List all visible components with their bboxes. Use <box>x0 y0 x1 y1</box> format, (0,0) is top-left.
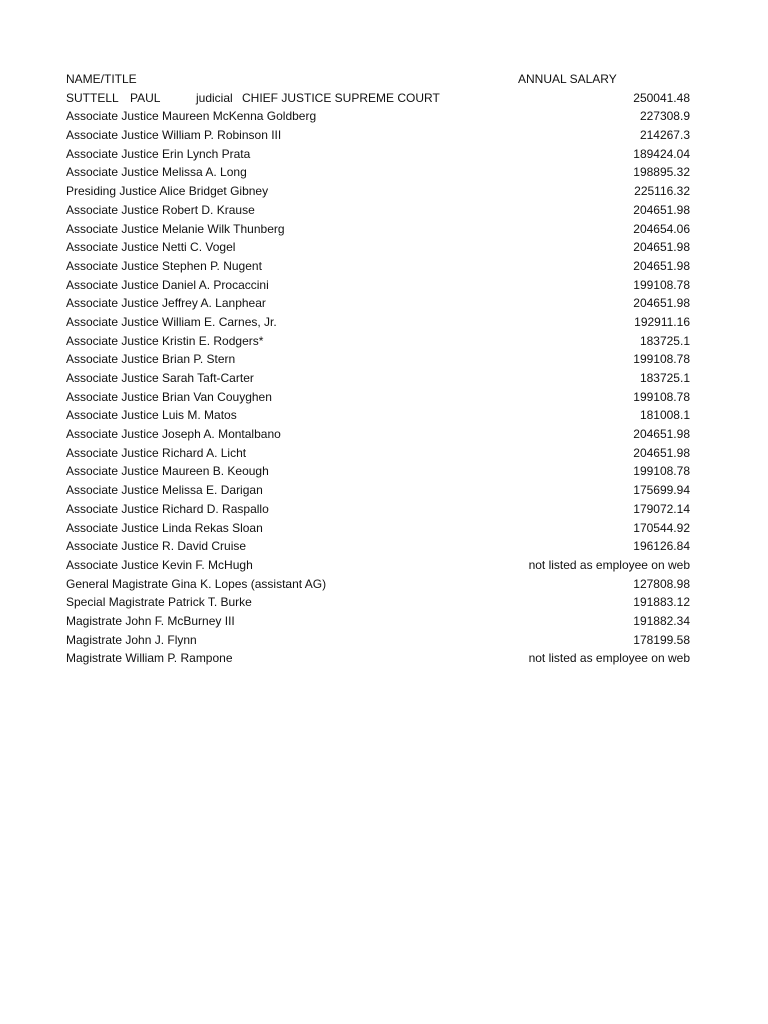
table-body <box>66 107 690 668</box>
table-row <box>66 350 690 369</box>
row-annual-salary: 183725.1 <box>639 333 690 348</box>
row-annual-salary: 199108.78 <box>633 352 690 367</box>
row-annual-salary: 198895.32 <box>633 165 690 180</box>
name-title-header: NAME/TITLE <box>66 72 137 86</box>
table-row <box>66 519 690 538</box>
row-annual-salary: 204651.98 <box>633 202 690 217</box>
row-name-title: Associate Justice William E. Carnes, Jr. <box>66 314 277 329</box>
table-row <box>66 425 690 444</box>
row-name-title: Associate Justice Brian P. Stern <box>66 352 236 367</box>
chief-justice-row <box>66 89 690 108</box>
row-name-title: Magistrate John J. Flynn <box>66 632 197 647</box>
table-row <box>66 313 690 332</box>
table-row <box>66 481 690 500</box>
table-row <box>66 294 690 313</box>
table-row <box>66 593 690 612</box>
row-name-title: Magistrate William P. Rampone <box>66 651 233 666</box>
chief-first-name: PAUL <box>130 90 161 105</box>
table-row <box>66 612 690 631</box>
table-row <box>66 332 690 351</box>
row-name-title: Associate Justice Brian Van Couyghen <box>66 389 272 404</box>
row-annual-salary: 127808.98 <box>633 576 690 591</box>
annual-salary-header: ANNUAL SALARY <box>518 72 617 86</box>
row-annual-salary: not listed as employee on web <box>528 651 690 666</box>
table-row <box>66 276 690 295</box>
row-name-title: Associate Justice Linda Rekas Sloan <box>66 520 263 535</box>
row-annual-salary: 204651.98 <box>633 445 690 460</box>
row-name-title: Associate Justice Melissa E. Darigan <box>66 483 263 498</box>
table-row <box>66 220 690 239</box>
row-annual-salary: 204651.98 <box>633 296 690 311</box>
row-annual-salary: 204651.98 <box>633 240 690 255</box>
row-annual-salary: 199108.78 <box>633 464 690 479</box>
salary-table <box>66 70 690 668</box>
table-row <box>66 257 690 276</box>
chief-last-name: SUTTELL <box>66 90 119 105</box>
table-row <box>66 556 690 575</box>
table-row <box>66 388 690 407</box>
table-row <box>66 182 690 201</box>
row-annual-salary: 189424.04 <box>633 146 690 161</box>
row-name-title: Associate Justice Melanie Wilk Thunberg <box>66 221 285 236</box>
row-name-title: Associate Justice Daniel A. Procaccini <box>66 277 269 292</box>
row-annual-salary: 214267.3 <box>639 128 690 143</box>
row-name-title: Magistrate John F. McBurney III <box>66 613 235 628</box>
table-row <box>66 145 690 164</box>
table-row <box>66 500 690 519</box>
row-name-title: Associate Justice Netti C. Vogel <box>66 240 236 255</box>
row-annual-salary: 181008.1 <box>639 408 690 423</box>
row-annual-salary: 196126.84 <box>633 539 690 554</box>
row-annual-salary: 191882.34 <box>633 613 690 628</box>
header-row <box>66 70 690 89</box>
chief-department: judicial <box>196 90 233 105</box>
chief-salary: 250041.48 <box>633 90 690 105</box>
row-annual-salary: 183725.1 <box>639 371 690 385</box>
row-annual-salary: 192911.16 <box>634 314 690 329</box>
table-row <box>66 163 690 182</box>
row-name-title: Associate Justice Robert D. Krause <box>66 202 255 217</box>
row-name-title: Associate Justice William P. Robinson III <box>66 128 282 143</box>
row-annual-salary: 175699.94 <box>633 483 690 498</box>
row-name-title: Associate Justice Sarah Taft-Carter <box>66 371 254 385</box>
table-row <box>66 126 690 145</box>
table-row <box>66 631 690 650</box>
row-name-title: Associate Justice Stephen P. Nugent <box>66 258 262 273</box>
row-annual-salary: 170544.92 <box>633 520 690 535</box>
table-row <box>66 107 690 126</box>
table-row <box>66 575 690 594</box>
row-name-title: General Magistrate Gina K. Lopes (assistant AG) <box>66 576 327 591</box>
row-name-title: Associate Justice Richard A. Licht <box>66 445 247 460</box>
row-name-title: Associate Justice R. David Cruise <box>66 539 247 554</box>
row-name-title: Presiding Justice Alice Bridget Gibney <box>66 184 269 199</box>
row-name-title: Associate Justice Maureen B. Keough <box>66 464 269 479</box>
row-annual-salary: 227308.9 <box>639 109 690 124</box>
row-name-title: Associate Justice Maureen McKenna Goldberg <box>66 109 317 124</box>
row-annual-salary: 199108.78 <box>633 277 690 292</box>
row-name-title: Associate Justice Melissa A. Long <box>66 165 247 180</box>
row-name-title: Associate Justice Kevin F. McHugh <box>66 557 253 572</box>
row-annual-salary: 178199.58 <box>633 632 690 647</box>
row-name-title: Associate Justice Erin Lynch Prata <box>66 146 251 161</box>
row-name-title: Special Magistrate Patrick T. Burke <box>66 595 252 610</box>
row-name-title: Associate Justice Kristin E. Rodgers* <box>66 333 264 348</box>
row-name-title: Associate Justice Luis M. Matos <box>66 408 237 423</box>
table-row <box>66 444 690 463</box>
row-name-title: Associate Justice Jeffrey A. Lanphear <box>66 296 266 311</box>
row-annual-salary: 225116.32 <box>634 184 690 199</box>
table-row <box>66 369 690 388</box>
row-name-title: Associate Justice Joseph A. Montalbano <box>66 427 281 442</box>
row-annual-salary: 199108.78 <box>633 389 690 404</box>
table-row <box>66 406 690 425</box>
table-row <box>66 537 690 556</box>
chief-title: CHIEF JUSTICE SUPREME COURT <box>242 90 440 105</box>
table-row <box>66 649 690 668</box>
row-name-title: Associate Justice Richard D. Raspallo <box>66 501 269 516</box>
row-annual-salary: 204654.06 <box>633 221 690 236</box>
table-row <box>66 238 690 257</box>
table-row <box>66 201 690 220</box>
row-annual-salary: not listed as employee on web <box>528 557 690 572</box>
row-annual-salary: 191883.12 <box>633 595 690 610</box>
row-annual-salary: 204651.98 <box>633 427 690 442</box>
table-row <box>66 462 690 481</box>
row-annual-salary: 204651.98 <box>633 258 690 273</box>
row-annual-salary: 179072.14 <box>633 501 690 516</box>
